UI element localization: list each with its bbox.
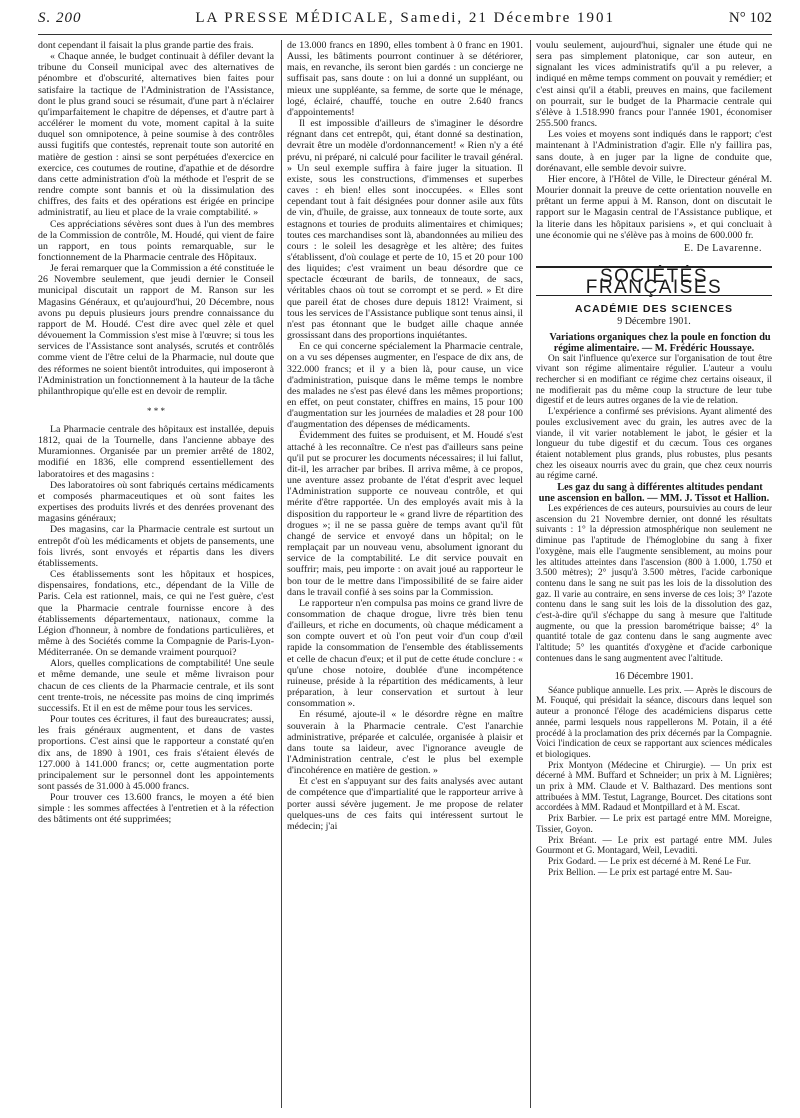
paragraph: La Pharmacie centrale des hôpitaux est installée, depuis 1812, quai de la Tournelle, dans l'ancienne abbaye des Muramionnes. Organisée par un premier arrêté de 1802, modifié en 1836, elle comprend essentiellement des laboratoires et des magasins :: [38, 424, 274, 480]
paragraph: Des magasins, car la Pharmacie centrale est surtout un entrepôt d'où les médicaments et objets de pansements, une fois livrés, sont envoyés et répartis dans les divers établissements.: [38, 524, 274, 569]
paragraph: En résumé, ajoute-il « le désordre règne en maître souverain à la Pharmacie centrale. C'est l'anarchie administrative, préparée et calculée, organisée à plaisir et dans toute sa laideur, avec l'ignorance aveugle de l'Administration centrale, c'est le plus bel exemple d'incohérence en matière de gestion. »: [287, 709, 523, 777]
paragraph: Les expériences de ces auteurs, poursuivies au cours de leur ascension du 21 Novembre dernier, ont donné les résultats suivants : 1° la dépression atmosphérique non seulement ne diminue pas l'aptitude de l'hémoglobine du sang à fixer l'oxygène, mais elle l'augmente sensiblement, au moins pour les altitudes atteintes dans l'ascension (800 à 1.000, 1.750 et 3.500 mètres); 2° jusqu'à 3.500 mètres, l'acide carbonique contenu dans le sang ne suit pas les lois de la dissolution des gaz. Il varie au contraire, en sens inverse de ces lois; 3° l'azote contenu dans le sang suit les lois de la dissolution des gaz, c'est-à-dire qu'il s'échappe du sang à mesure que l'altitude augmente, ou que la pression barométrique baisse; 4° la quantité totale de gaz contenu dans le sang augmente avec l'altitude; 5° les quantités d'oxygène et d'acide carbonique contenues dans le sang augmentent avec l'altitude.: [536, 504, 772, 664]
paragraph: Pour trouver ces 13.600 francs, le moyen a été bien simple : les sommes affectées à l'entretien et à la réfection des bâtiments ont été supprimées;: [38, 792, 274, 826]
asterism: * * *: [147, 406, 165, 416]
communication-title: Variations organiques chez la poule en fonction du régime alimentaire. — M. Frédéric Houssaye.: [549, 331, 771, 354]
paragraph: Et c'est en s'appuyant sur des faits analysés avec autant de compétence que d'impartialité que le rapporteur arrive à porter aussi sévère jugement. Je me propose de relater quelques-uns de ces faits qui intéressent surtout le médecin; j'ai: [287, 776, 523, 832]
paragraph: En ce qui concerne spécialement la Pharmacie centrale, on a vu ses dépenses augmenter, en l'espace de dix ans, de 322.000 francs; et il y a bien là, pour cause, un vice d'administration, puisque dans le même temps le nombre des malades ne s'est pas élevé dans les mêmes proportions; en effet, on peut constater, chiffres en mains, 15 pour 100 d'augmentation sur les journées de maladies et 28 pour 100 d'augmentation des dépenses de médicaments.: [287, 341, 523, 431]
paragraph: de 13.000 francs en 1890, elles tombent à 0 franc en 1901. Aussi, les bâtiments pourront continuer à se détériorer, mais, en revanche, ils seront bien gardés : un concierge ne suffisait pas, sans doute : on lui a donné un suppléant, ou mieux une suppléante, sa femme, de sorte que le ménage, logé, éclairé, chauffé, touche en outre 2.640 francs d'appointements!: [287, 40, 523, 118]
session-date: 16 Décembre 1901.: [614, 670, 694, 682]
paragraph: voulu seulement, aujourd'hui, signaler une étude qui ne sera pas simplement platonique, car son auteur, en signalant les vices administratifs qu'il a pu relever, a indiqué en même temps comment on pouvait y remédier; et c'est ainsi qu'il a établi, preuves en mains, que facilement on pourrait, sur le budget de la Pharmacie centrale qui s'élève à 1.518.990 francs pour l'année 1901, économiser 255.500 francs.: [536, 40, 772, 130]
paragraph: Prix Godard. — Le prix est décerné à M. René Le Fur.: [548, 856, 751, 867]
issue-number: N° 102: [728, 10, 772, 26]
paragraph: L'expérience a confirmé ses prévisions. Ayant alimenté des poules exclusivement avec du grain, les autres avec de la viande, il vit varier notablement le jabot, le gésier et la longueur du tube digestif et du cæcum. Tous ces organes étaient notablement plus grands, plus robustes, plus pesants chez les oiseaux nourris avec du grain, que chez ceux nourris au régime carné.: [536, 407, 772, 482]
column-3: [536, 40, 772, 1108]
paragraph: Je ferai remarquer que la Commission a été constituée le 26 Novembre seulement, que jeudi dernier le Conseil municipal discutait un rapport de M. Ranson sur les Magasins Généraux, et qu'aujourd'hui, 20 Décembre, nous avons pu depuis plusieurs jours prendre connaissance du rapport de M. Houdé. C'est dire avec quel zèle et quel dévouement la Commission s'est mise à l'œuvre; si tous les services de l'Assistance sont analysés, scrutés et contrôlés comme vient de l'être celui de la Pharmacie, nul doute que des réformes ne soient bientôt introduites, qui imposeront à l'Administration un fonctionnement à la hauteur de la tâche philanthropique qu'elle est en devoir de remplir.: [38, 263, 274, 397]
column-rule: [530, 40, 531, 1108]
paragraph: Prix Bellion. — Le prix est partagé entre M. Sau-: [548, 867, 733, 878]
paragraph: Hier encore, à l'Hôtel de Ville, le Directeur général M. Mourier donnait la preuve de cette orientation nouvelle en prêtant un ferme appui à M. Ranson, dont on discutait le rapport sur le Magasin central de l'Assistance publique, et la literie dans les hôpitaux parisiens », et qui concluait à une économie qui ne s'élève pas à moins de 600.000 fr.: [536, 173, 772, 241]
session-date: 9 Décembre 1901.: [617, 316, 691, 328]
page-number: S. 200: [38, 10, 82, 26]
column-2: [287, 40, 523, 1108]
column-rule: [281, 40, 282, 1108]
paragraph: Des laboratoires où sont fabriqués certains médicaments et composés pharmaceutiques et où sont faites les expertises des produits livrés et des denrées provenant des magasins généraux;: [38, 479, 274, 525]
text-columns: [38, 40, 772, 1108]
paragraph: Ces appréciations sévères sont dues à l'un des membres de la Commission de contrôle, M. Houdé, qui vient de faire un rapport, en tous points remarquable, sur le fonctionnement de la Pharmacie centrale des Hôpitaux.: [38, 218, 274, 263]
paragraph: Prix Montyon (Médecine et Chirurgie). — Un prix est décerné à MM. Buffard et Schneider; un prix à M. Lignières; un prix à MM. Claude et V. Balthazard. Des mentions sont attribuées à MM. Testut, Lagrange, Bourcet. Des citations sont accordées à MM. Radaud et Montpillard et à M. Escat.: [536, 760, 772, 814]
paragraph: Prix Barbier. — Le prix est partagé entre MM. Moreigne, Tissier, Goyon.: [536, 814, 772, 835]
column-1: [38, 40, 274, 1108]
communication-title: Les gaz du sang à différentes altitudes pendant une ascension en ballon. — MM. J. Tissot et Hallion.: [538, 482, 770, 505]
paragraph: Les voies et moyens sont indiqués dans le rapport; c'est maintenant à l'Administration d'agir. Elle n'y faillira pas, sans doute, à en juger par la ligne de conduite que, dorénavant, elle semble devoir suivre.: [536, 129, 772, 174]
paragraph: Prix Bréant. — Le prix est partagé entre MM. Jules Gourmont et G. Montagard, Weil, Levaditi.: [536, 835, 772, 857]
paragraph: Pour toutes ces écritures, il faut des bureaucrates; aussi, les frais généraux augmentent, et dans de vastes proportions. C'est ainsi que le rapporteur a constaté qu'en dix ans, de 1890 à 1901, ces frais s'étaient élevés de 127.000 à 141.000 francs; or, cette augmentation porte principalement sur le personnel dont les appointements sont passés de 31.000 à 45.000 francs.: [38, 714, 274, 792]
section-header: [536, 265, 772, 299]
author-signature: E. De Lavarenne.: [684, 242, 762, 254]
paragraph: On sait l'influence qu'exerce sur l'organisation de tout être vivant son régime alimentaire régulier. L'auteur a voulu rechercher si en modifiant ce régime chez certains oiseaux, il ne modifierait pas du même coup la structure de leur tube digestif et de leurs autres organes de la vie de relation.: [536, 353, 772, 407]
paragraph: Alors, quelles complications de comptabilité! Une seule et même demande, une seule et même livraison pour chacun de ces clients de la Pharmacie centrale, et ils sont cent trente-trois, ne nécessite pas moins de cinq imprimés successifs. Et il en est de même pour tous les services.: [38, 658, 274, 714]
journal-title: LA PRESSE MÉDICALE, Samedi, 21 Décembre 1901: [195, 10, 616, 26]
paragraph: Il est impossible d'ailleurs de s'imaginer le désordre régnant dans cet entrepôt, qui, étant donné sa destination, devrait être un modèle d'ordonnancement! « Rien n'y a été prévu, ni préparé, ni calculé pour faciliter le travail général. » Un seul exemple suffira à faire juger la situation. Il existe, sous les constructions, d'immenses et superbes caves : eh bien! elles sont inoccupées. « Elles sont cependant tout à fait désignées pour donner asile aux fûts de vin, d'huile, de graisse, aux tonneaux de toute sorte, aux estagnons et touries de produits alimentaires et chimiques; toutes ces marchandises sont là, abandonnées au milieu des cours : le soleil les desagrège et les altère; des fuites s'établissent, d'où coulage et perte de 10, 15 et 20 pour 100 des liquides; c'est vraiment un beau désordre que ce spectacle écœurant de barils, de tonneaux, de sacs, véritables chaos où tout se corrompt et se perd. » Et dire que pareil état de choses dure depuis 1812! Vraiment, si tous les services de l'Assistance publique sont tenus ainsi, il n'est pas étonnant que le budget aille chaque année grossissant dans des proportions inquiétantes.: [287, 118, 523, 342]
paragraph: Le rapporteur n'en compulsa pas moins ce grand livre de consommation de chaque drogue, livre très bien tenu d'ailleurs, et riche en documents, où chaque médicament a son compte ouvert et où l'on peut voir d'un coup d'œil rapide la consommation de l'ensemble des établissements et celle de chacun d'eux; et il put de cette étude conclure : « qu'une chose notoire, doublée d'une incompétence ruineuse, préside à la répartition des médicaments, à leur préparation, à leur conservation et surtout à leur consommation ».: [287, 597, 523, 710]
paragraph: Séance publique annuelle. Les prix. — Après le discours de M. Fouqué, qui présidait la séance, discours dans lequel son auteur a prononcé l'éloge des académiciens disparus cette année, parmi lesquels nous rappellerons M. Potain, il a été procédé à la proclamation des prix décernés par la Compagnie. Voici l'indication de ceux se rapportant aux sciences médicales et biologiques.: [536, 685, 772, 760]
paragraph: Ces établissements sont les hôpitaux et hospices, dispensaires, fondations, etc., dépendant de la Ville de Paris. Cela est rationnel, mais, ce qui ne l'est guère, c'est que la Pharmacie centrale fournisse encore à des établissements départementaux, nationaux, comme la Légion d'honneur, à nombre de fondations particulières, et même à des Sociétés comme la Compagnie de Paris-Lyon-Méditerranée. On se demande vraiment pourquoi?: [38, 569, 274, 659]
paragraph: « Chaque année, le budget continuait à défiler devant la tribune du Conseil municipal avec des alternatives de pénombre et d'obscurité, alternatives bien faites pour satisfaire la tactique de l'Administration de l'Assistance, dont le plus grand souci se résumait, d'une part à n'éclairer qu'imparfaitement le chapitre de dépenses, et d'autre part à accélérer le moment du vote, moment capital à la suite duquel son omnipotence, à peine soumise à des contrôles aussi fugitifs que contestés, reprenait toute son autorité en matière de gestion : ainsi se sont perpétuées d'exercice en exercice, ces coutumes de routine, d'apathie et de désordre dans cette administration d'où la méthode et l'esprit de se rendre compte sont bannis et où la dissimulation des chiffres, des faits et des opérations est érigée en principe administratif, au lieu et place de la vraie comptabilité. »: [38, 51, 274, 219]
newspaper-page: [38, 10, 772, 1110]
section-title: SOCIÉTÉS FRANÇAISES: [585, 265, 723, 299]
paragraph: dont cependant il faisait la plus grande partie des frais.: [38, 40, 254, 51]
society-name: ACADÉMIE DES SCIENCES: [574, 303, 734, 316]
running-head: [38, 10, 772, 35]
paragraph: Évidemment des fuites se produisent, et M. Houdé s'est attaché à les reconnaître. Ce n'est pas d'ailleurs sans peine qu'il put se procurer les documents nécessaires; il lui fallut, dit-il, les arracher par bribes. Il arriva même, à ce propos, une aventure assez probante de l'état d'esprit avec lequel l'Administration supporte ce nouveau contrôle, et qui mérite d'être rapportée. Un des employés avait mis à la disposition du rapporteur le « grand livre de répartition des drogues »; il ne se passa guère de temps avant qu'il fût changé de service et envoyé dans un hôpital; on le remplaçait par un nouveau venu, absolument ignorant du service de la comptabilité. Le dit service pouvait en souffrir; mais, peu importe : on avait joué au rapporteur le bon tour de le mettre dans l'impossibilité de se faire aider dans le travail confié à ses soins par la Commission.: [287, 430, 523, 598]
